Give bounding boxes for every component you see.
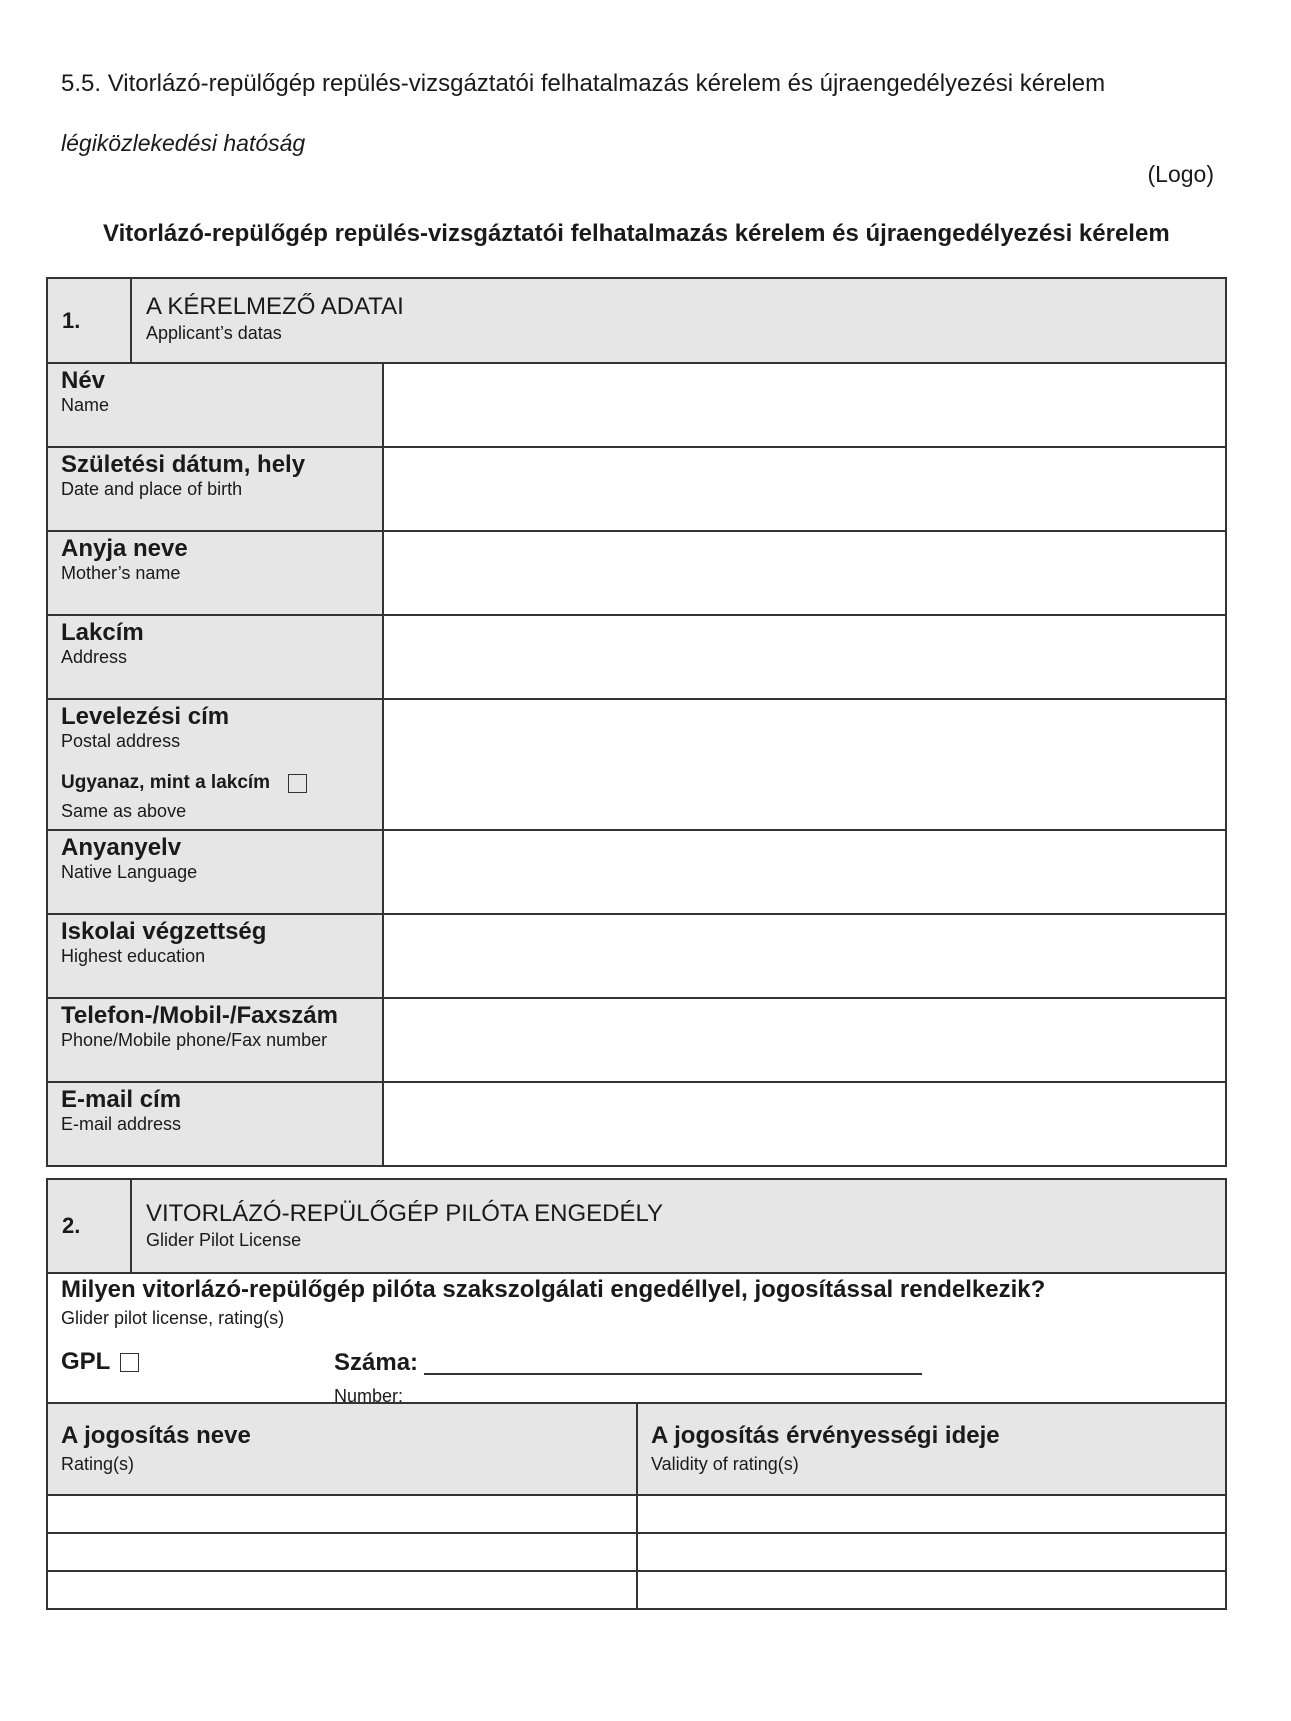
field-label-language (47, 830, 383, 914)
table-row (47, 1571, 1226, 1609)
section-title: VITORLÁZÓ-REPÜLŐGÉP PILÓTA ENGEDÉLY (146, 1200, 664, 1227)
label-hu: Telefon-/Mobil-/Faxszám (61, 1002, 338, 1029)
column-header-hu: A jogosítás neve (61, 1422, 251, 1449)
section-number: 2. (47, 1179, 131, 1273)
license-question-en: Glider pilot license, rating(s) (61, 1308, 285, 1328)
label-hu: Levelezési cím (61, 703, 230, 730)
section-subtitle: Applicant’s datas (146, 323, 282, 343)
rating-validity-cell[interactable] (637, 1571, 1226, 1609)
label-hu: Iskolai végzettség (61, 918, 267, 945)
license-number-field[interactable] (424, 1373, 922, 1375)
license-number-label-en: Number: (334, 1386, 404, 1406)
label-en: Date and place of birth (61, 479, 243, 499)
form-title: Vitorlázó-repülőgép repülés-vizsgáztatói felhatalmazás kérelem és újraengedélyezési kérelem (103, 220, 1170, 247)
logo-placeholder: (Logo) (1147, 161, 1214, 187)
field-label-postal (47, 699, 383, 830)
postal-address-field[interactable] (383, 699, 1226, 830)
address-field[interactable] (383, 615, 1226, 699)
rating-name-cell[interactable] (47, 1495, 637, 1533)
column-header-hu: A jogosítás érvényességi ideje (651, 1422, 1000, 1449)
section-title: A KÉRELMEZŐ ADATAI (146, 293, 404, 320)
field-label-email (47, 1082, 383, 1166)
rating-name-cell[interactable] (47, 1533, 637, 1571)
gpl-checkbox[interactable] (120, 1353, 139, 1372)
rating-validity-cell[interactable] (637, 1533, 1226, 1571)
label-en: Mother’s name (61, 563, 181, 583)
table-row (47, 1495, 1226, 1533)
section-header (131, 278, 1226, 363)
email-field[interactable] (383, 1082, 1226, 1166)
field-label-birth (47, 447, 383, 531)
education-field[interactable] (383, 914, 1226, 998)
license-number-label: Száma: (334, 1349, 419, 1376)
authority-name: légiközlekedési hatóság (61, 130, 306, 156)
rating-validity-cell[interactable] (637, 1495, 1226, 1533)
table-row (47, 1533, 1226, 1571)
same-as-address-label-en: Same as above (61, 801, 187, 821)
label-hu: E-mail cím (61, 1086, 182, 1113)
label-en: Phone/Mobile phone/Fax number (61, 1030, 328, 1050)
label-en: Address (61, 647, 128, 667)
same-as-address-label: Ugyanaz, mint a lakcím (61, 772, 271, 793)
label-hu: Lakcím (61, 619, 144, 646)
section-subtitle: Glider Pilot License (146, 1230, 302, 1250)
field-label-mother (47, 531, 383, 615)
section-number: 1. (47, 278, 131, 363)
same-as-address-checkbox[interactable] (288, 774, 307, 793)
label-hu: Anyanyelv (61, 834, 182, 861)
birth-field[interactable] (383, 447, 1226, 531)
native-language-field[interactable] (383, 830, 1226, 914)
field-label-education (47, 914, 383, 998)
column-header-en: Rating(s) (61, 1454, 135, 1474)
label-en: Native Language (61, 862, 198, 882)
label-hu: Születési dátum, hely (61, 451, 306, 478)
rating-name-header (47, 1403, 637, 1495)
same-as-address-row (61, 772, 382, 794)
license-question-cell (47, 1273, 1226, 1406)
section-header (131, 1179, 1226, 1273)
field-label-name (47, 363, 383, 447)
label-en: E-mail address (61, 1114, 182, 1134)
column-header-en: Validity of rating(s) (651, 1454, 799, 1474)
label-en: Postal address (61, 731, 181, 751)
rating-name-cell[interactable] (47, 1571, 637, 1609)
mother-name-field[interactable] (383, 531, 1226, 615)
field-label-address (47, 615, 383, 699)
label-hu: Név (61, 367, 106, 394)
label-en: Name (61, 395, 110, 415)
label-hu: Anyja neve (61, 535, 188, 562)
license-question: Milyen vitorlázó-repülőgép pilóta szakszolgálati engedéllyel, jogosítással rendelkezik? (61, 1276, 1046, 1303)
field-label-phone (47, 998, 383, 1082)
label-en: Highest education (61, 946, 206, 966)
name-field[interactable] (383, 363, 1226, 447)
applicant-data-section (46, 277, 1227, 1167)
section-reference: 5.5. Vitorlázó-repülőgép repülés-vizsgáztatói felhatalmazás kérelem és újraengedélyezési kérelem (61, 70, 1106, 97)
glider-license-section (46, 1178, 1227, 1610)
phone-field[interactable] (383, 998, 1226, 1082)
gpl-label: GPL (61, 1348, 111, 1375)
gpl-option (61, 1348, 139, 1376)
rating-validity-header (637, 1403, 1226, 1495)
